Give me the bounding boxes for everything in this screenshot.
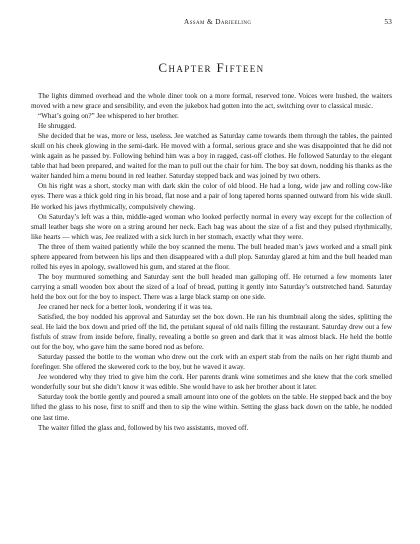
running-title: Assam & Darjeeling: [184, 18, 252, 26]
paragraph: Jee wondered why they tried to give him the cork. Her parents drank wine sometimes and she knew that the cork smelled wonderfully sour but she didn’t know it was edible. She would have to ask her brother about it later.: [31, 373, 392, 392]
paragraph: On Saturday’s left was a thin, middle-aged woman who looked perfectly normal in every way except for the collection of small leather bags she wore on a string around her neck. Each bag was about the size of a fist and they pulsed rhythmically, like hearts — which was, Jee realized with a sick lurch in her stomach, exactly what they were.: [31, 212, 392, 241]
paragraph: Jee craned her neck for a better look, wondering if it was tea.: [38, 302, 213, 311]
page-number: 53: [384, 18, 392, 26]
paragraph: On his right was a short, stocky man with dark skin the color of old blood. He had a long, wide jaw and rolling cow-like eyes. There was a thick gold ring in his broad, flat nose and a pair of long tapered horns spanned outward from his wide skull. He worked his jaws rhythmically, compulsively chewing.: [31, 182, 392, 211]
chapter-body: [31, 91, 392, 433]
paragraph: The boy murmured something and Saturday sent the bull headed man galloping off. He returned a few moments later carrying a small wooden box about the sized of a loaf of bread, putting it gently into Saturday’s outstretched hand. Saturday held the box out for the boy to inspect. There was a large black stamp on one side.: [31, 272, 392, 301]
paragraph: He shrugged.: [38, 122, 77, 131]
chapter-title: Chapter Fifteen: [158, 60, 265, 75]
paragraph: She decided that he was, more or less, useless. Jee watched as Saturday came towards them through the tables, the painted skull on his cheek glowing in the semi-dark. He moved with a formal, serious grace and she was disappointed that he did not wink again as he passed by. Following behind him was a boy in ragged, cast-off clothes. He followed Saturday to the elegant table that had been prepared, and waited for the man to pull out the chair for him. The boy sat down, nodding his thanks as the waiter handed him a menu bound in red leather. Saturday stepped back and was joined by two others.: [31, 132, 392, 181]
paragraph: The waiter filled the glass and, followed by his two assistants, moved off.: [38, 423, 249, 432]
paragraph: The three of them waited patiently while the boy scanned the menu. The bull headed man’s jaws worked and a small pink sphere appeared from between his lips and then disappeared with a dull plop. Saturday glared at him and the bull headed man rolled his eyes in apology, swallowed his gum, and stared at the floor.: [31, 242, 392, 271]
paragraph: Satisfied, the boy nodded his approval and Saturday set the box down. He ran his thumbnail along the sides, splitting the seal. He laid the box down and pried off the lid, the petulant squeal of old nails filling the restaurant. Saturday drew out a few fistfuls of straw from inside before, finally, revealing a bottle so green and dark that it was almost black. He held the bottle out for the boy, who gave him the same bored nod as before.: [31, 313, 392, 352]
paragraph: The lights dimmed overhead and the whole diner took on a more formal, reserved tone. Voices were hushed, the waiters moved with a new grace and sensibility, and even the jukebox had gotten into the act, switching over to classical music.: [31, 92, 392, 111]
paragraph: Saturday took the bottle gently and poured a small amount into one of the goblets on the table. He stepped back and the boy lifted the glass to his nose, first to sniff and then to sip the wine within. Setting the glass back down on the table, he nodded one last time.: [31, 393, 392, 422]
running-head: [31, 18, 392, 30]
paragraph: Saturday passed the bottle to the woman who drew out the cork with an expert stab from the nails on her right thumb and forefinger. She offered the skewered cork to the boy, but he waved it away.: [31, 353, 392, 372]
paragraph: “What’s going on?” Jee whispered to her brother.: [38, 112, 179, 121]
